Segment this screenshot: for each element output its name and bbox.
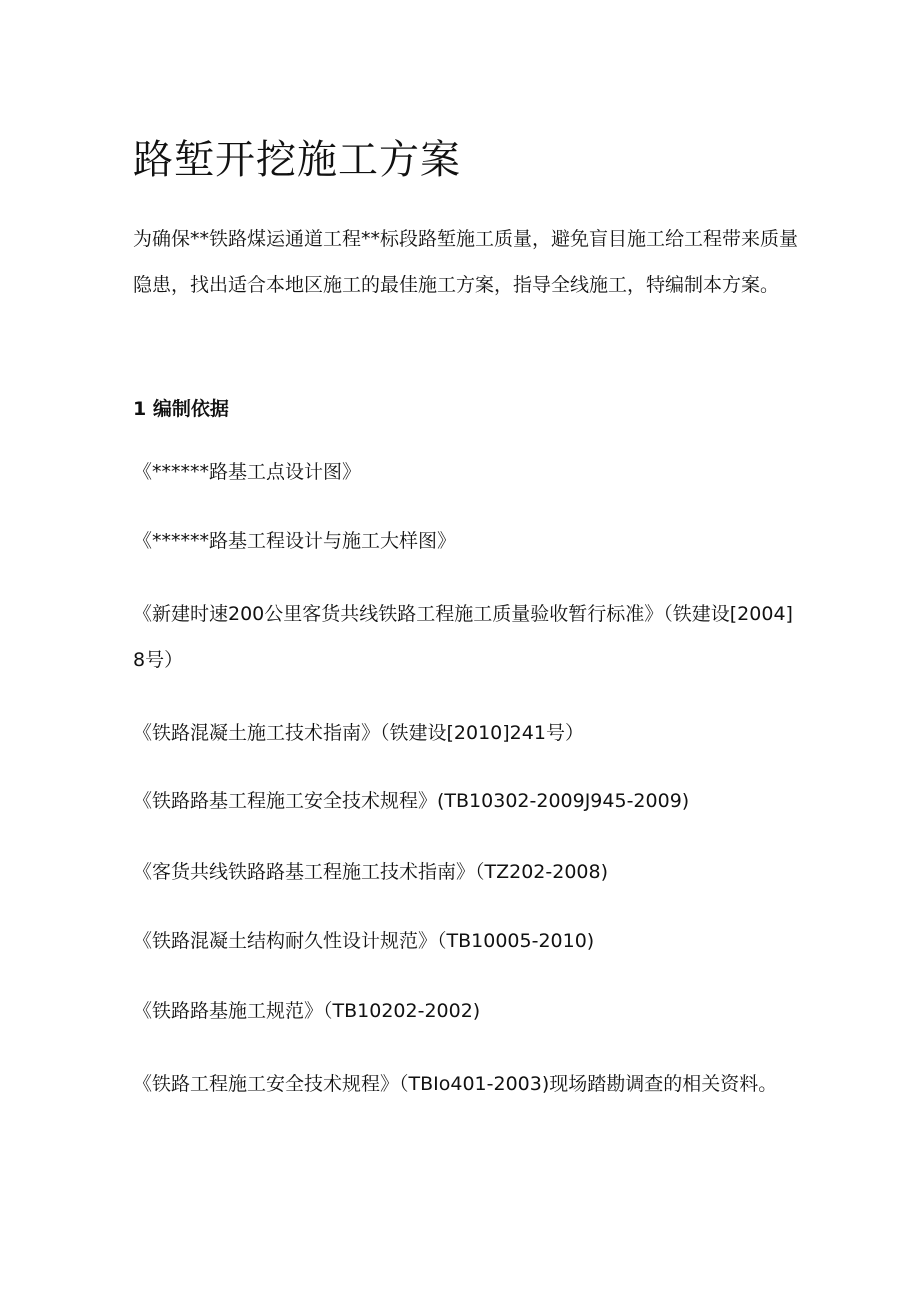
reference-item: 《铁路路基工程施工安全技术规程》(TB10302-2009J945-2009) (133, 790, 690, 812)
section-heading: 1 编制依据 (133, 398, 229, 420)
reference-item: 《铁路混凝土施工技术指南》（铁建设[2010]241号） (133, 722, 584, 744)
reference-item: 《铁路混凝土结构耐久性设计规范》（TB10005-2010) (133, 930, 595, 952)
reference-item: 《新建时速200公里客货共线铁路工程施工质量验收暂行标准》（铁建设[2004]8号） (133, 603, 793, 671)
reference-item: 《铁路工程施工安全技术规程》（TBIo401-2003)现场踏勘调查的相关资料。 (133, 1073, 778, 1095)
intro-paragraph: 为确保**铁路煤运通道工程**标段路堑施工质量，避免盲目施工给工程带来质量隐患，找出适合本地区施工的最佳施工方案，指导全线施工，特编制本方案。 (133, 228, 799, 296)
reference-item: 《******路基工程设计与施工大样图》 (133, 530, 457, 552)
document-title: 路堑开挖施工方案 (133, 137, 461, 183)
reference-item: 《******路基工点设计图》 (133, 461, 362, 483)
reference-item: 《铁路路基施工规范》（TB10202-2002) (133, 1000, 481, 1022)
reference-item: 《客货共线铁路路基工程施工技术指南》（TZ202-2008) (133, 861, 609, 883)
